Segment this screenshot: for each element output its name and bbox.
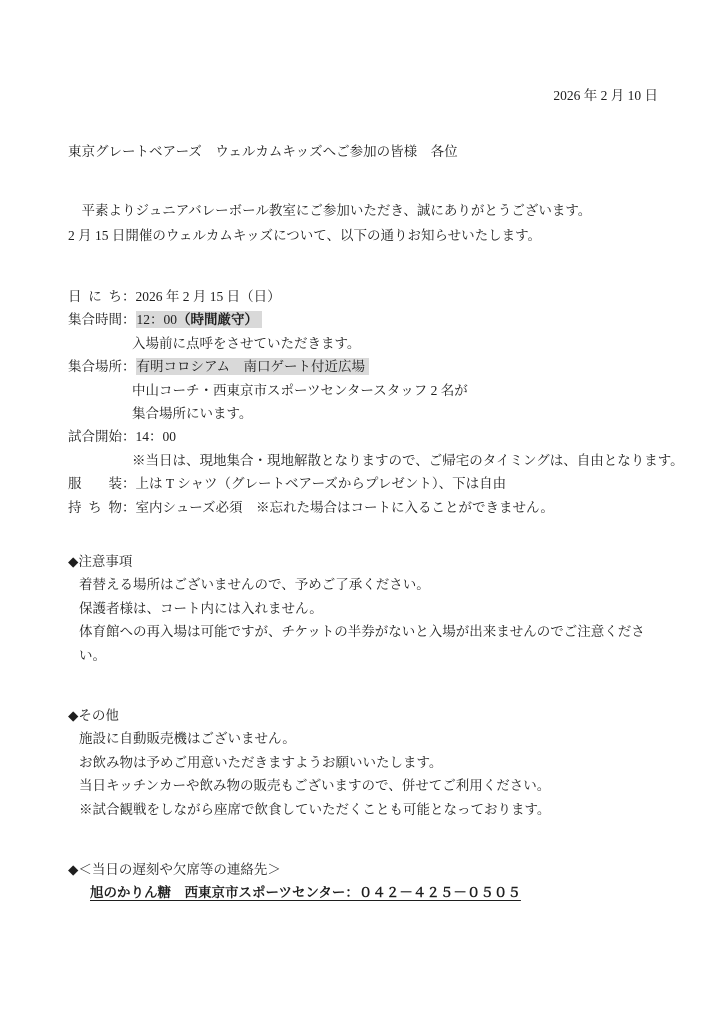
label-colon: ： [122,289,136,304]
detail-value-dress: 上は T シャツ（グレートベアーズからプレゼント）、下は自由 [135,476,507,492]
intro-line-1: 平素よりジュニアバレーボール教室にご参加いただき、誠にありがとうございます。 [81,203,592,218]
detail-value-place: 有明コロシアム 南口ゲート付近広場 [136,359,366,375]
detail-label-date: 日にち [68,289,122,304]
section-notes-title: ◆注意事項 [68,553,133,569]
document-date: 2026 年 2 月 10 日 [553,88,658,103]
notes-line-3: 体育館への再入場は可能ですが、チケットの半券がないと入場が出来ませんのでご注意ください。 [79,624,645,663]
label-colon: ： [122,499,136,515]
detail-value-date: 2026 年 2 月 15 日（日） [135,289,281,304]
label-colon: ： [122,312,136,328]
notes-line-1: 着替える場所はございませんので、予めご了承ください。 [79,577,430,593]
detail-note-time-text: 入場前に点呼をさせていただきます。 [132,335,361,351]
event-details [68,285,684,519]
detail-row-time [68,308,658,331]
highlighted-time [136,311,263,328]
detail-row-items [68,496,658,519]
detail-note-place-2-text: 集合場所にいます。 [132,405,253,421]
recipient-line: 東京グレートベアーズ ウェルカムキッズへご参加の皆様 各位 [68,144,458,159]
detail-note-time [68,332,658,355]
section-notes [68,550,658,667]
label-colon: ： [122,429,136,445]
detail-row-date [68,285,658,308]
detail-note-place-2 [68,402,658,425]
detail-value-start: 14：00 [135,429,176,445]
detail-row-place [68,355,658,378]
detail-value-time-strict: （時間厳守） [177,312,258,328]
other-line-3: 当日キッチンカーや飲み物の販売もございますので、併せてご利用ください。 [79,778,551,794]
detail-label-items: 持ち物 [68,499,122,515]
section-contact [68,858,658,905]
highlighted-place [136,358,370,375]
detail-label-dress: 服装 [68,476,122,492]
detail-note-place-1-text: 中山コーチ・西東京市スポーツセンタースタッフ 2 名が [132,382,468,398]
detail-note-place-1 [68,379,658,402]
section-other-title: ◆その他 [68,707,119,723]
detail-label-place: 集合場所 [68,359,122,375]
other-line-2: お飲み物は予めご用意いただきますようお願いいたします。 [79,754,443,770]
detail-value-time: 12：00 [136,312,177,328]
contact-phone-line: 旭のかりん糖 西東京市スポーツセンター：０４２－４２５－０５０５ [90,885,521,901]
intro-paragraph [68,198,658,248]
intro-line-2: 2 月 15 日開催のウェルカムキッズについて、以下の通りお知らせいたします。 [68,228,542,243]
detail-note-start-text: ※当日は、現地集合・現地解散となりますので、ご帰宅のタイミングは、自由となります。 [132,452,684,468]
label-colon: ： [122,359,136,375]
detail-value-items: 室内シューズ必須 ※忘れた場合はコートに入ることができません。 [135,499,554,515]
other-line-4: ※試合観戦をしながら座席で飲食していただくことも可能となっております。 [79,801,551,817]
detail-row-start [68,425,658,448]
detail-label-time: 集合時間 [68,312,122,328]
notes-line-2: 保護者様は、コート内には入れません。 [79,600,323,616]
detail-label-start: 試合開始 [68,429,122,445]
section-contact-title: ◆＜当日の遅刻や欠席等の連絡先＞ [68,861,281,877]
other-line-1: 施設に自動販売機はございません。 [79,731,296,747]
label-colon: ： [122,476,136,492]
detail-row-dress [68,472,658,495]
detail-note-start [68,449,684,472]
section-other [68,704,658,821]
